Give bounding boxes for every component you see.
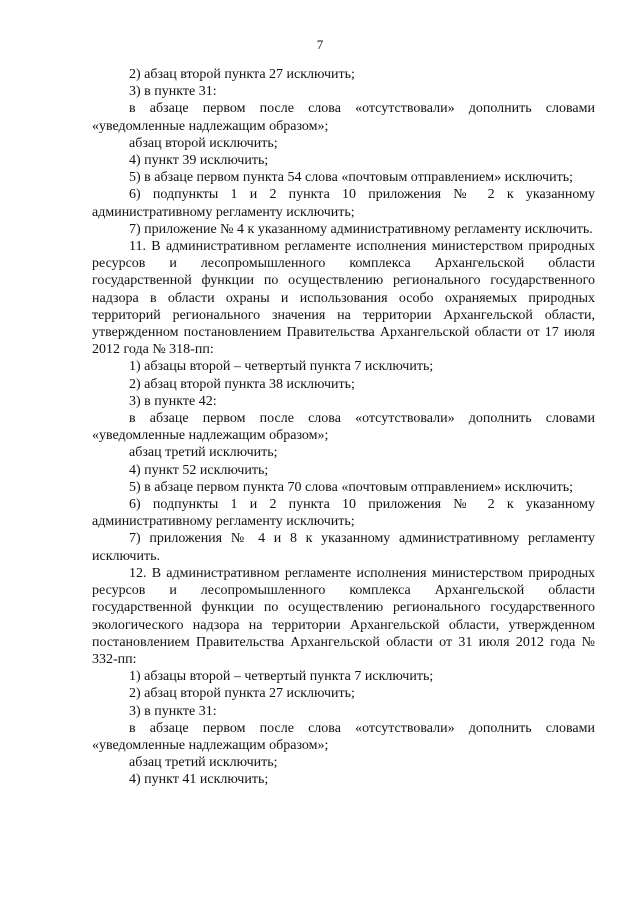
paragraph: 2) абзац второй пункта 38 исключить;	[129, 376, 355, 392]
paragraph: 4) пункт 39 исключить;	[129, 153, 269, 169]
paragraph: в абзаце первом после слова «отсутствовали» дополнить словами «уведомленные надлежащим образом»;	[92, 411, 595, 444]
paragraph: абзац третий исключить;	[129, 755, 278, 771]
paragraph: 7) приложение № 4 к указанному административному регламенту исключить.	[129, 221, 593, 237]
paragraph: 5) в абзаце первом пункта 70 слова «почтовым отправлением» исключить;	[129, 479, 573, 495]
paragraph: 6) подпункты 1 и 2 пункта 10 приложения № 2 к указанному административному регламенту исключить;	[92, 187, 595, 220]
paragraph: 6) подпункты 1 и 2 пункта 10 приложения № 2 к указанному административному регламенту исключить;	[92, 497, 595, 530]
paragraph: 3) в пункте 31:	[129, 84, 217, 100]
document-body	[92, 66, 595, 789]
paragraph: 3) в пункте 42:	[129, 393, 217, 409]
paragraph: абзац второй исключить;	[129, 135, 278, 151]
paragraph: в абзаце первом после слова «отсутствовали» дополнить словами «уведомленные надлежащим образом»;	[92, 101, 595, 134]
paragraph: 4) пункт 52 исключить;	[129, 462, 269, 478]
paragraph: 2) абзац второй пункта 27 исключить;	[129, 67, 355, 82]
paragraph: абзац третий исключить;	[129, 445, 278, 461]
paragraph: 11. В административном регламенте исполнения министерством природных ресурсов и лесопромышленного комплекса Архангельской области государственной функции по осуществлению регионального государственного надзора в области охраны и использования особо охраняемых природных территорий регионального значения на территории Архангельской области, утвержденном постановлением Правительства Архангельской области от 17 июля 2012 года № 318-пп:	[92, 239, 595, 358]
paragraph: 1) абзацы второй – четвертый пункта 7 исключить;	[129, 669, 434, 685]
paragraph: 1) абзацы второй – четвертый пункта 7 исключить;	[129, 359, 434, 375]
paragraph: 2) абзац второй пункта 27 исключить;	[129, 686, 355, 702]
page-number: 7	[316, 37, 324, 52]
paragraph: 12. В административном регламенте исполнения министерством природных ресурсов и лесопромышленного комплекса Архангельской области государственной функции по осуществлению регионального государственного экологического надзора на территории Архангельской области, утвержденном постановлением Правительства Архангельской области от 31 июля 2012 года № 332-пп:	[92, 565, 595, 667]
paragraph: 5) в абзаце первом пункта 54 слова «почтовым отправлением» исключить;	[129, 170, 573, 186]
paragraph: в абзаце первом после слова «отсутствовали» дополнить словами «уведомленные надлежащим образом»;	[92, 720, 595, 753]
paragraph: 4) пункт 41 исключить;	[129, 772, 269, 788]
paragraph: 3) в пункте 31:	[129, 703, 217, 719]
paragraph: 7) приложения № 4 и 8 к указанному административному регламенту исключить.	[92, 531, 595, 564]
